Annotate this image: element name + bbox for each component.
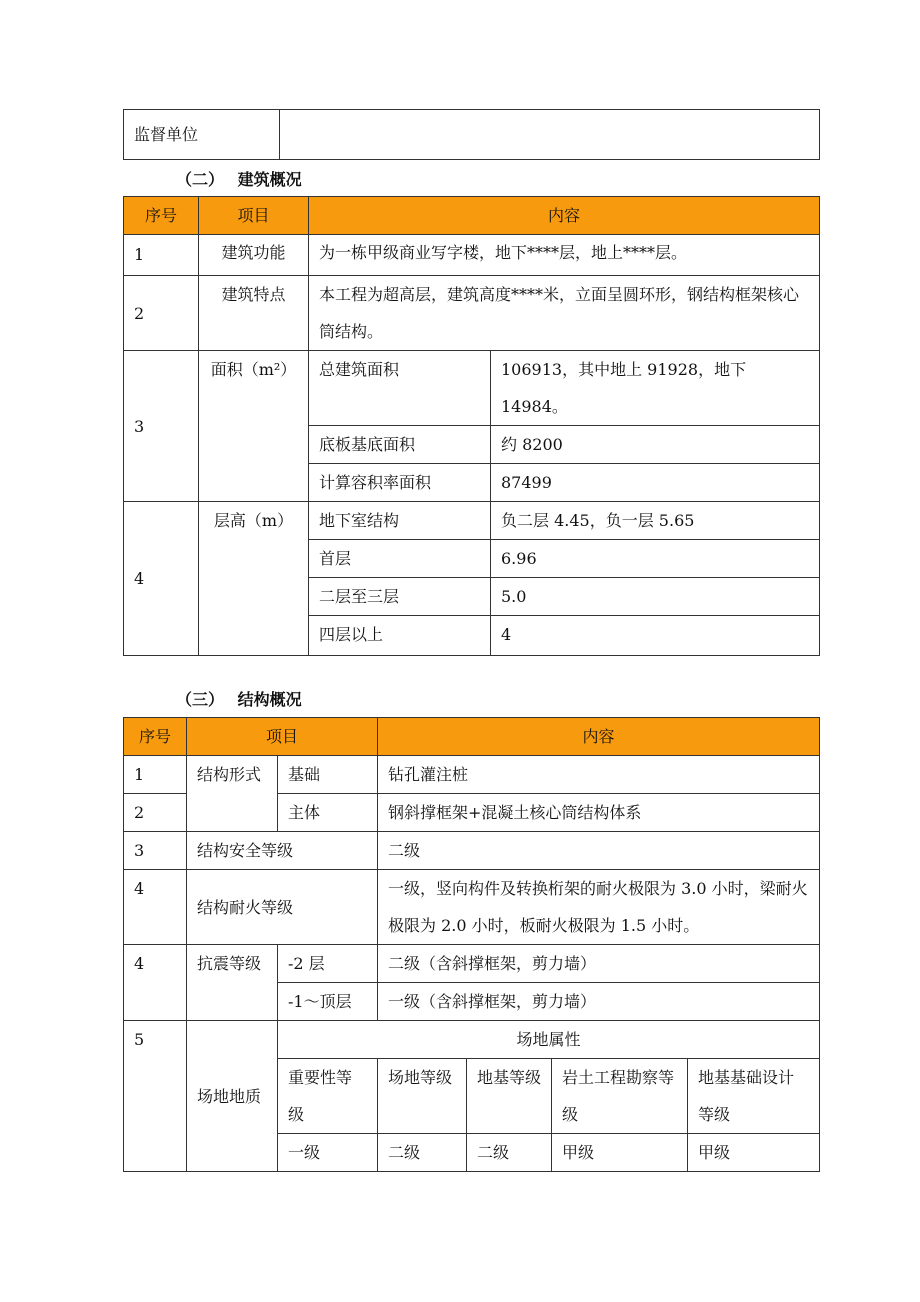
s3-structure-form: 结构形式 bbox=[187, 756, 278, 832]
row1-no: 1 bbox=[124, 235, 199, 276]
s3-row5-content: 一级（含斜撑框架，剪力墙） bbox=[378, 983, 820, 1021]
s3-site-val: 二级 bbox=[378, 1134, 467, 1172]
s3-row4-content: 一级，竖向构件及转换桁架的耐火极限为 3.0 小时，梁耐火极限为 2.0 小时，板耐火极限为 1.5 小时。 bbox=[378, 870, 820, 945]
building-overview-table bbox=[123, 196, 820, 656]
s3-site-val: 甲级 bbox=[552, 1134, 688, 1172]
row3-sub-value: 87499 bbox=[491, 464, 820, 502]
row4-sub-label: 二层至三层 bbox=[309, 578, 491, 616]
header-item: 项目 bbox=[187, 718, 378, 756]
s3-row4-no: 4 bbox=[124, 870, 187, 945]
s3-row5-sub: -2 层 bbox=[278, 945, 378, 983]
s3-site-val: 一级 bbox=[278, 1134, 378, 1172]
row1-item: 建筑功能 bbox=[199, 235, 309, 276]
section2-title-text: 建筑概况 bbox=[237, 170, 302, 189]
s3-row1-no: 1 bbox=[124, 756, 187, 794]
s3-row3-item: 结构安全等级 bbox=[187, 832, 378, 870]
row1-content: 为一栋甲级商业写字楼，地下****层，地上****层。 bbox=[309, 235, 820, 276]
row4-no: 4 bbox=[124, 502, 199, 656]
s3-row1-content: 钻孔灌注桩 bbox=[378, 756, 820, 794]
section2-title-num: （二） bbox=[176, 170, 225, 189]
supervision-table bbox=[123, 109, 820, 160]
row4-sub-label: 首层 bbox=[309, 540, 491, 578]
row3-sub-label: 底板基底面积 bbox=[309, 426, 491, 464]
s3-row3-content: 二级 bbox=[378, 832, 820, 870]
s3-site-val: 二级 bbox=[467, 1134, 552, 1172]
header-no: 序号 bbox=[124, 197, 199, 235]
header-content: 内容 bbox=[309, 197, 820, 235]
row3-sub-label: 计算容积率面积 bbox=[309, 464, 491, 502]
section3-title-text: 结构概况 bbox=[237, 690, 302, 709]
row3-item: 面积（m²） bbox=[199, 351, 309, 502]
supervision-value bbox=[280, 110, 820, 160]
s3-row4-item: 结构耐火等级 bbox=[187, 870, 378, 945]
row2-no: 2 bbox=[124, 276, 199, 351]
s3-site-col: 岩土工程勘察等级 bbox=[552, 1059, 688, 1134]
s3-site-col: 地基基础设计等级 bbox=[688, 1059, 820, 1134]
row4-sub-value: 6.96 bbox=[491, 540, 820, 578]
row4-sub-value: 4 bbox=[491, 616, 820, 656]
s3-row1-sub: 基础 bbox=[278, 756, 378, 794]
row4-sub-value: 负二层 4.45，负一层 5.65 bbox=[491, 502, 820, 540]
row3-no: 3 bbox=[124, 351, 199, 502]
row4-item: 层高（m） bbox=[199, 502, 309, 656]
section3-title bbox=[176, 690, 302, 710]
header-item: 项目 bbox=[199, 197, 309, 235]
s3-row5-content: 二级（含斜撑框架，剪力墙） bbox=[378, 945, 820, 983]
row4-sub-label: 四层以上 bbox=[309, 616, 491, 656]
structure-overview-table bbox=[123, 717, 820, 1172]
s3-row3-no: 3 bbox=[124, 832, 187, 870]
supervision-label: 监督单位 bbox=[124, 110, 280, 160]
section3-title-num: （三） bbox=[176, 690, 225, 709]
row3-sub-value: 106913，其中地上 91928，地下 14984。 bbox=[491, 351, 820, 426]
s3-site-col: 地基等级 bbox=[467, 1059, 552, 1134]
header-no: 序号 bbox=[124, 718, 187, 756]
s3-site-geology: 场地地质 bbox=[187, 1021, 278, 1172]
s3-row2-content: 钢斜撑框架+混凝土核心筒结构体系 bbox=[378, 794, 820, 832]
s3-seismic-grade: 抗震等级 bbox=[187, 945, 278, 1021]
s3-site-attr-title: 场地属性 bbox=[278, 1021, 820, 1059]
row4-sub-value: 5.0 bbox=[491, 578, 820, 616]
row4-sub-label: 地下室结构 bbox=[309, 502, 491, 540]
header-content: 内容 bbox=[378, 718, 820, 756]
s3-row5-no: 4 bbox=[124, 945, 187, 1021]
section2-title bbox=[176, 170, 302, 190]
row3-sub-label: 总建筑面积 bbox=[309, 351, 491, 426]
row2-content: 本工程为超高层，建筑高度****米，立面呈圆环形，钢结构框架核心筒结构。 bbox=[309, 276, 820, 351]
row3-sub-value: 约 8200 bbox=[491, 426, 820, 464]
s3-row2-no: 2 bbox=[124, 794, 187, 832]
s3-site-val: 甲级 bbox=[688, 1134, 820, 1172]
row2-item: 建筑特点 bbox=[199, 276, 309, 351]
s3-site-col: 场地等级 bbox=[378, 1059, 467, 1134]
s3-row6-no: 5 bbox=[124, 1021, 187, 1172]
s3-row2-sub: 主体 bbox=[278, 794, 378, 832]
s3-row5-sub: -1～顶层 bbox=[278, 983, 378, 1021]
s3-site-col: 重要性等级 bbox=[278, 1059, 378, 1134]
